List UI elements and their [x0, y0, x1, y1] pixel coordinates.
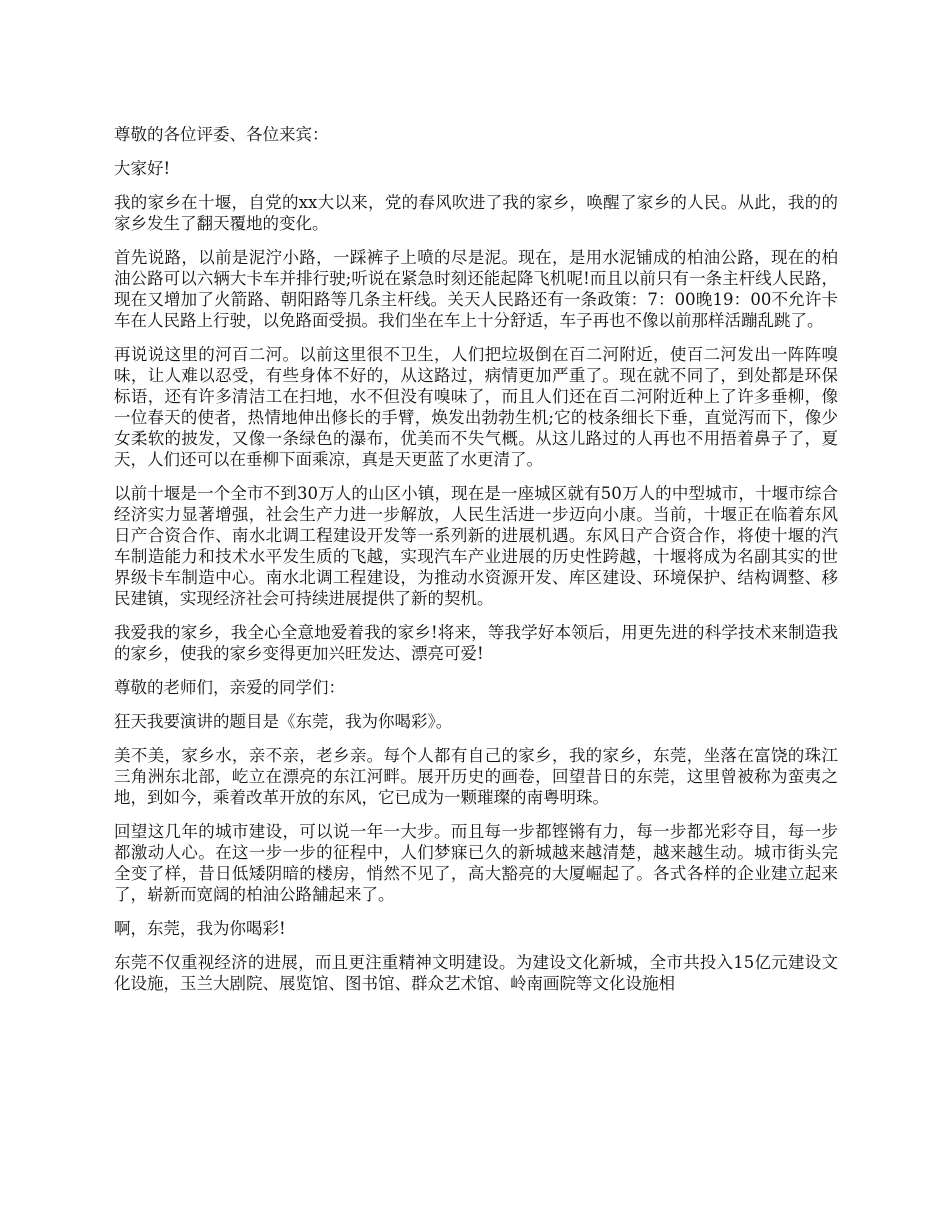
paragraph-love-hometown: 我爱我的家乡，我全心全意地爱着我的家乡!将来，等我学好本领后，用更先进的科学技术来制造我的家乡，使我的家乡变得更加兴旺发达、漂亮可爱!: [114, 623, 838, 663]
paragraph-address-teachers: 尊敬的老师们，亲爱的同学们：: [114, 678, 345, 697]
paragraph-hello: 大家好!: [114, 159, 171, 178]
paragraph-dongguan-intro: 美不美，家乡水，亲不亲，老乡亲。每个人都有自己的家乡，我的家乡，东莞，坐落在富饶的珠江三角洲东北部，屹立在漂亮的东江河畔。展开历史的画卷，回望昔日的东莞，这里曾被称为蛮夷之地，到如今，乘着改革开放的东风，它已成为一颗璀璨的南粤明珠。: [114, 746, 838, 807]
paragraph-cheer: 啊，东莞，我为你喝彩!: [114, 919, 286, 938]
document-body: [114, 124, 838, 1007]
paragraph-speech-title: 狂天我要演讲的题目是《东莞，我为你喝彩》。: [114, 712, 453, 731]
paragraph-culture: 东莞不仅重视经济的进展，而且更注重精神文明建设。为建设文化新城，全市共投入15亿元建设文化设施，玉兰大剧院、展览馆、图书馆、群众艺术馆、岭南画院等文化设施相: [114, 953, 838, 993]
paragraph-city-construction: 回望这几年的城市建设，可以说一年一大步。而且每一步都铿锵有力，每一步都光彩夺目，每一步都激动人心。在这一步一步的征程中，人们梦寐已久的新城越来越清楚，越来越生动。城市街头完全变了样，昔日低矮阴暗的楼房，悄然不见了，高大豁亮的大厦崛起了。各式各样的企业建立起来了，崭新而宽阔的柏油公路舗起来了。: [114, 822, 838, 904]
paragraph-hometown-intro: 我的家乡在十堰，自党的xx大以来，党的春风吹进了我的家乡，唤醒了家乡的人民。从此，我的的家乡发生了翻天覆地的变化。: [114, 193, 838, 233]
paragraph-river: 再说说这里的河百二河。以前这里很不卫生，人们把垃圾倒在百二河附近，使百二河发出一阵阵嗅味，让人难以忍受，有些身体不好的，从这路过，病情更加严重了。现在就不同了，到处都是环保标语，还有许多清洁工在扫地，水不但没有嗅味了，而且人们还在百二河附近种上了许多垂柳，像一位春天的使者，热情地伸出修长的手臂，焕发出勃勃生机;它的枝条细长下垂，直觉泻而下，像少女柔软的披发，又像一条绿色的瀑布，优美而不失气概。从这儿路过的人再也不用捂着鼻子了，夏天，人们还可以在垂柳下面乘凉，真是天更蓝了水更清了。: [114, 345, 838, 469]
paragraph-greeting: 尊敬的各位评委、各位来宾：: [114, 125, 329, 144]
paragraph-roads: 首先说路，以前是泥泞小路，一踩裤子上喷的尽是泥。现在，是用水泥铺成的柏油公路，现在的柏油公路可以六辆大卡车并排行驶;听说在紧急时刻还能起降飞机呢!而且以前只有一条主杆线人民路，现在又增加了火箭路、朝阳路等几条主杆线。关天人民路还有一条政策：7：00晚19：00不允许卡车在人民路上行驶，以免路面受损。我们坐在车上十分舒适，车子再也不像以前那样活蹦乱跳了。: [114, 248, 838, 330]
paragraph-city-development: 以前十堰是一个全市不到30万人的山区小镇，现在是一座城区就有50万人的中型城市，十堰市综合经济实力显著增强，社会生产力进一步解放，人民生活进一步迈向小康。当前，十堰正在临着东风日产合资合作、南水北调工程建设开发等一系列新的进展机遇。东风日产合资合作，将使十堰的汽车制造能力和技术水平发生质的飞越，实现汽车产业进展的历史性跨越，十堰将成为名副其实的世界级卡车制造中心。南水北调工程建设，为推动水资源开发、库区建设、环境保护、结构调整、移民建镇，实现经济社会可持续进展提供了新的契机。: [114, 484, 838, 608]
